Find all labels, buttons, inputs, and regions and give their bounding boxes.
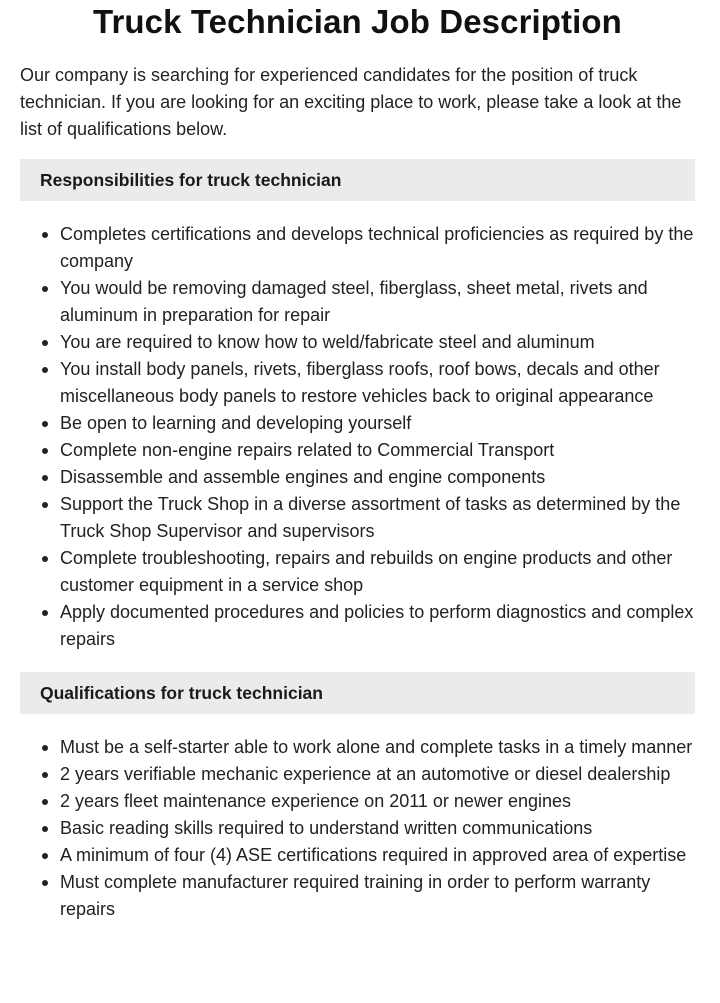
bullet-icon	[42, 475, 48, 481]
qualification-item-text: Must complete manufacturer required training in order to perform warranty repairs	[60, 872, 651, 919]
qualifications-list	[20, 734, 695, 923]
bullet-icon	[42, 880, 48, 886]
bullet-icon	[42, 340, 48, 346]
qualification-item	[60, 761, 695, 788]
bullet-icon	[42, 799, 48, 805]
intro-paragraph: Our company is searching for experienced candidates for the position of truck technician. If you are looking for an exciting place to work, please take a look at the list of qualifications below.	[20, 65, 682, 139]
bullet-icon	[42, 556, 48, 562]
responsibility-item-text: Complete troubleshooting, repairs and rebuilds on engine products and other customer equipment in a service shop	[60, 548, 673, 595]
responsibility-item	[60, 275, 695, 329]
responsibility-item	[60, 491, 695, 545]
responsibility-item	[60, 329, 695, 356]
responsibilities-list	[20, 221, 695, 653]
qualification-item-text: Basic reading skills required to understand written communications	[60, 818, 593, 838]
bullet-icon	[42, 286, 48, 292]
bullet-icon	[42, 826, 48, 832]
responsibility-item-text: Be open to learning and developing yourself	[60, 413, 412, 433]
qualification-item-text: A minimum of four (4) ASE certifications required in approved area of expertise	[60, 845, 687, 865]
bullet-icon	[42, 448, 48, 454]
responsibility-item-text: Support the Truck Shop in a diverse assortment of tasks as determined by the Truck Shop Supervisor and supervisors	[60, 494, 681, 541]
responsibility-item	[60, 599, 695, 653]
bullet-icon	[42, 232, 48, 238]
bullet-icon	[42, 367, 48, 373]
responsibility-item	[60, 464, 695, 491]
qualification-item	[60, 842, 695, 869]
responsibility-item-text: Completes certifications and develops technical proficiencies as required by the company	[60, 224, 694, 271]
qualification-item	[60, 815, 695, 842]
bullet-icon	[42, 745, 48, 751]
bullet-icon	[42, 853, 48, 859]
qualification-item	[60, 788, 695, 815]
page-title: Truck Technician Job Description	[93, 3, 622, 40]
responsibility-item	[60, 545, 695, 599]
qualification-item-text: 2 years fleet maintenance experience on 2011 or newer engines	[60, 791, 571, 811]
responsibility-item-text: Complete non-engine repairs related to Commercial Transport	[60, 440, 555, 460]
bullet-icon	[42, 772, 48, 778]
bullet-icon	[42, 421, 48, 427]
responsibility-item	[60, 410, 695, 437]
responsibility-item-text: Disassemble and assemble engines and engine components	[60, 467, 546, 487]
qualification-item	[60, 734, 695, 761]
bullet-icon	[42, 502, 48, 508]
responsibilities-heading: Responsibilities for truck technician	[20, 159, 695, 201]
responsibility-item-text: You install body panels, rivets, fiberglass roofs, roof bows, decals and other miscellaneous body panels to restore vehicles back to original appearance	[60, 359, 660, 406]
qualifications-heading: Qualifications for truck technician	[20, 672, 695, 714]
qualification-item-text: Must be a self-starter able to work alone and complete tasks in a timely manner	[60, 737, 693, 757]
qualification-item	[60, 869, 695, 923]
qualification-item-text: 2 years verifiable mechanic experience at an automotive or diesel dealership	[60, 764, 671, 784]
responsibility-item	[60, 356, 695, 410]
bullet-icon	[42, 610, 48, 616]
responsibility-item	[60, 437, 695, 464]
responsibility-item-text: You would be removing damaged steel, fiberglass, sheet metal, rivets and aluminum in preparation for repair	[60, 278, 648, 325]
responsibility-item-text: Apply documented procedures and policies to perform diagnostics and complex repairs	[60, 602, 694, 649]
responsibility-item	[60, 221, 695, 275]
responsibility-item-text: You are required to know how to weld/fabricate steel and aluminum	[60, 332, 595, 352]
